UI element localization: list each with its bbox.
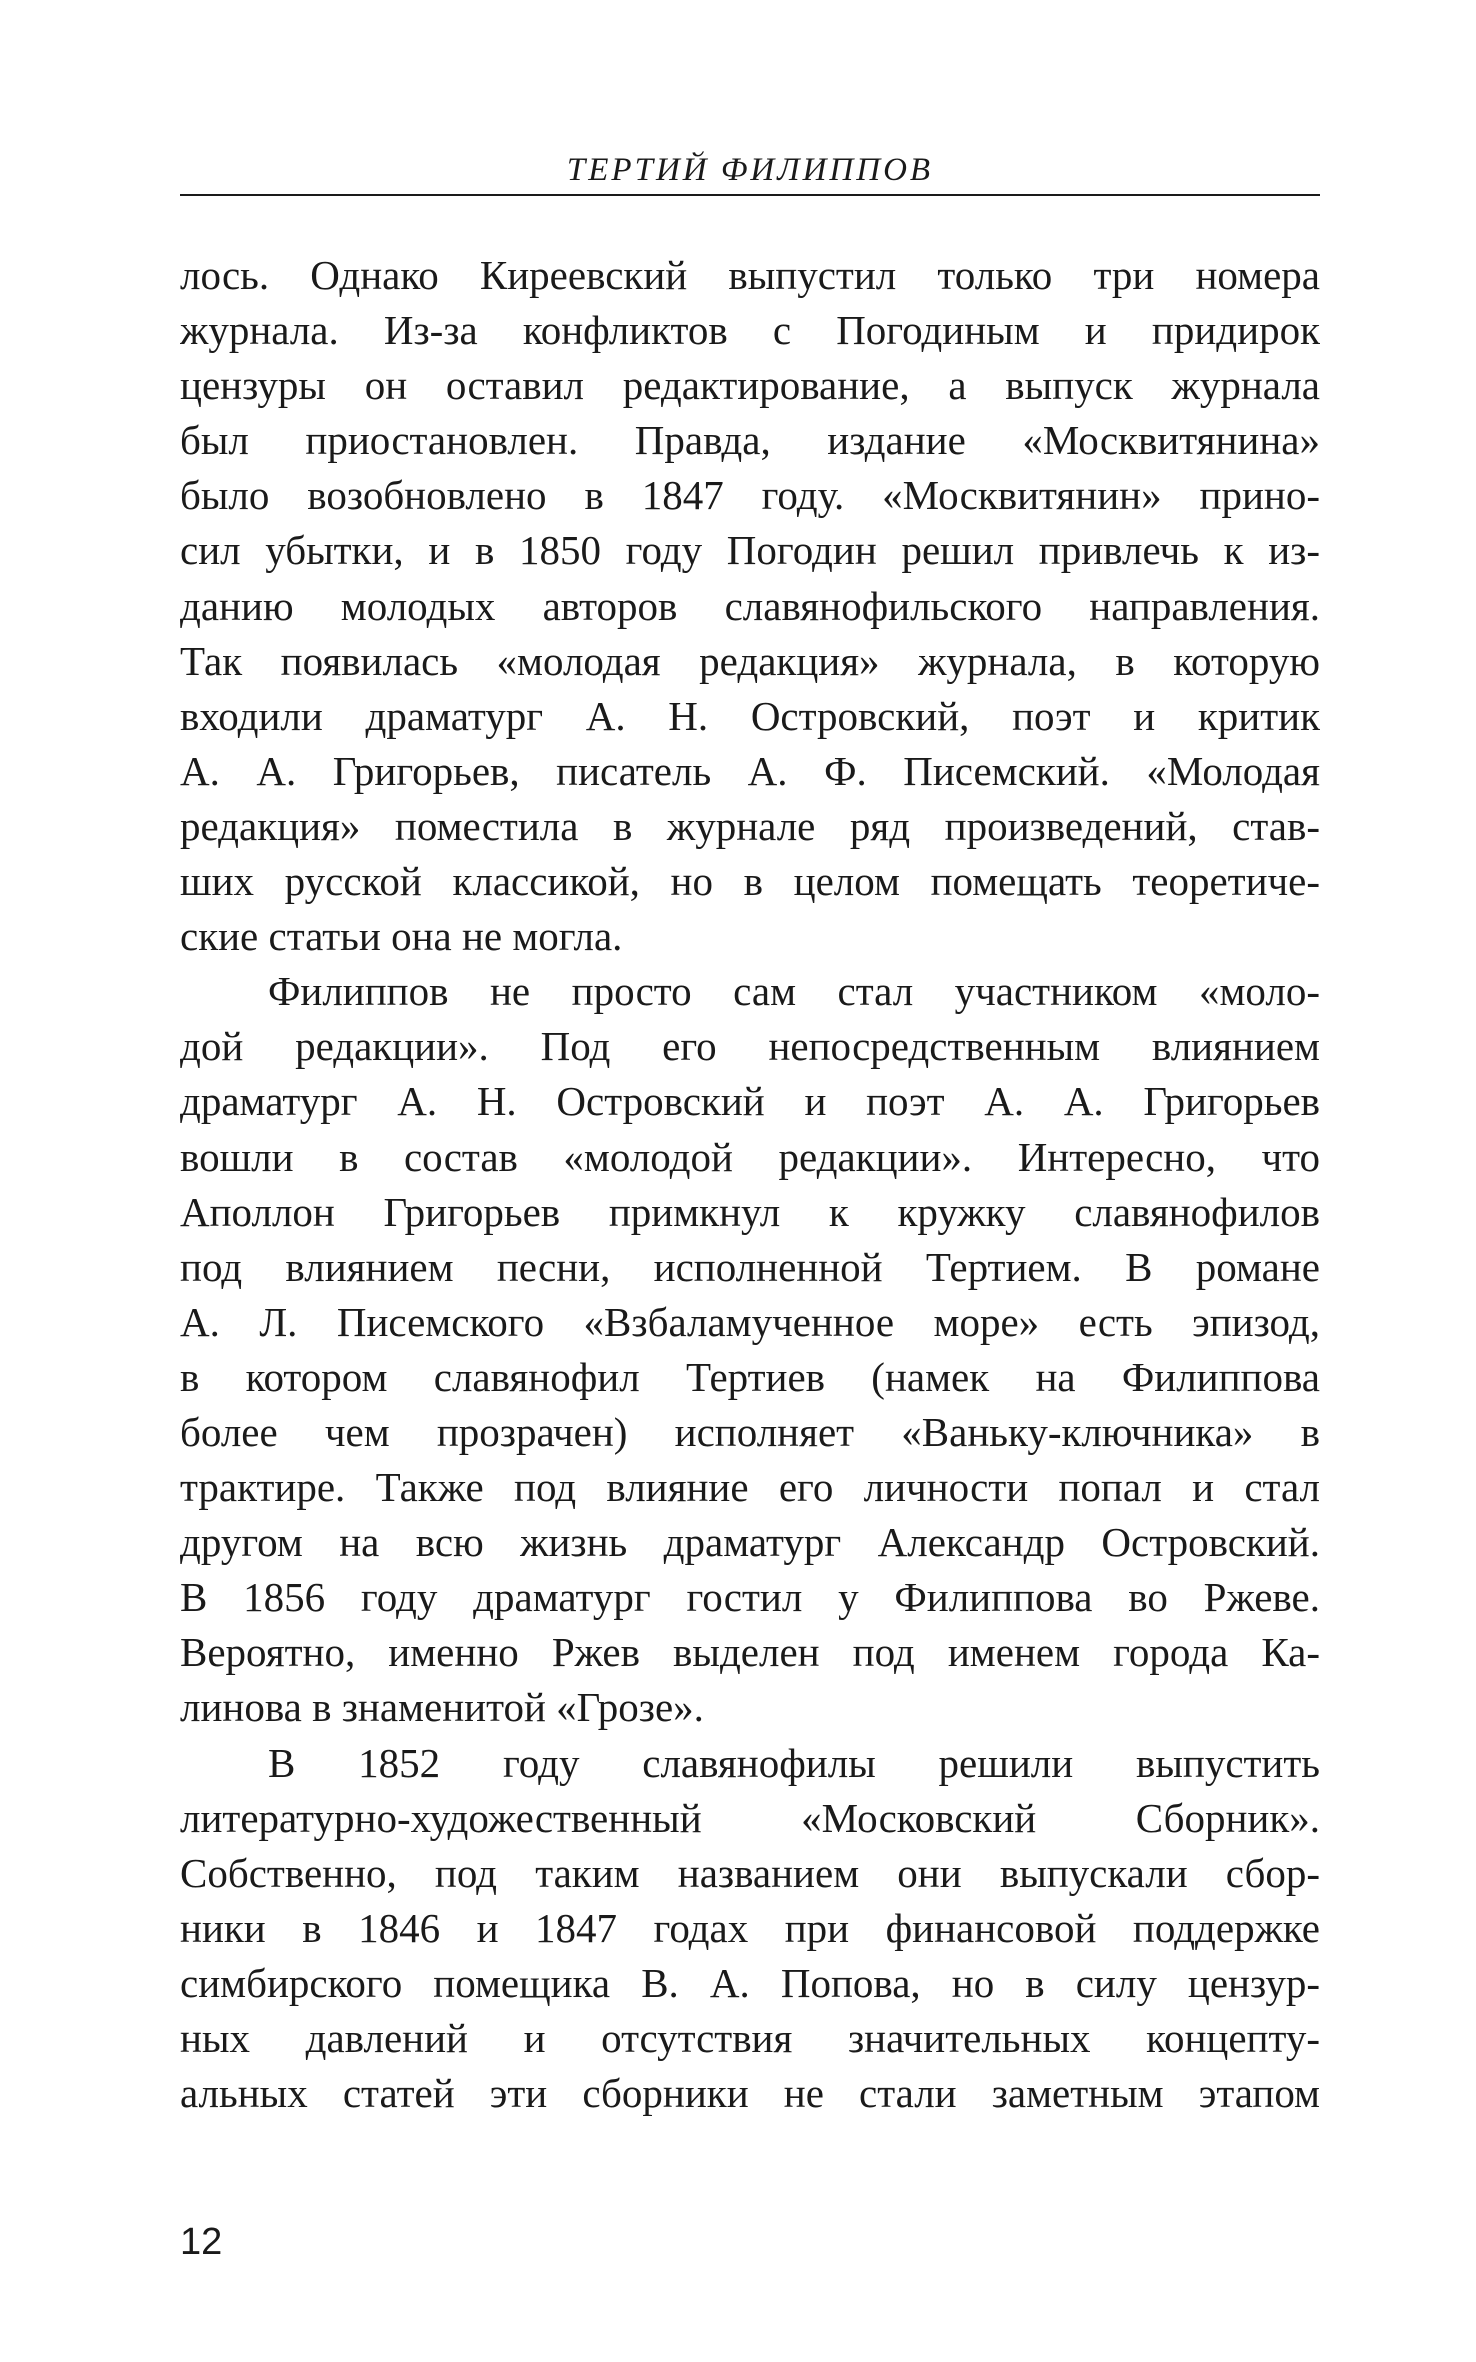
page-number: 12: [180, 2221, 223, 2263]
header-rule: [180, 194, 1320, 196]
text-line: В 1856 году драматург гостил у Филиппова во Ржеве.: [180, 1574, 1320, 1621]
running-title: ТЕРТИЙ ФИЛИППОВ: [566, 152, 934, 188]
text-line: был приостановлен. Правда, издание «Москвитянина»: [180, 417, 1320, 464]
text-line: Вероятно, именно Ржев выделен под именем города Ка-: [180, 1629, 1320, 1676]
text-line: А. А. Григорьев, писатель А. Ф. Писемский. «Молодая: [180, 747, 1320, 794]
text-line: литературно-художественный «Московский Сборник».: [180, 1794, 1320, 1841]
text-line: в котором славянофил Тертиев (намек на Филиппова: [180, 1353, 1320, 1400]
text-line: линова в знаменитой «Грозе».: [180, 1684, 704, 1731]
text-line: А. Л. Писемского «Взбаламученное море» есть эпизод,: [180, 1298, 1320, 1345]
text-line: вошли в состав «молодой редакции». Интересно, что: [180, 1133, 1320, 1180]
text-line: ных давлений и отсутствия значительных концепту-: [180, 2015, 1320, 2061]
text-line: более чем прозрачен) исполняет «Ваньку-ключника» в: [180, 1408, 1320, 1455]
text-line: дой редакции». Под его непосредственным влиянием: [180, 1023, 1320, 1070]
paragraph-3: [180, 1736, 1320, 2122]
text-line: редакция» поместила в журнале ряд произведений, став-: [180, 802, 1320, 849]
text-line: было возобновлено в 1847 году. «Москвитянин» прино-: [180, 472, 1320, 519]
text-line: Аполлон Григорьев примкнул к кружку славянофилов: [180, 1188, 1320, 1235]
text-line: цензуры он оставил редактирование, а выпуск журнала: [180, 362, 1320, 409]
paragraph-1: [180, 248, 1320, 964]
paragraph-2: [180, 964, 1320, 1735]
text-line: Собственно, под таким названием они выпускали сбор-: [180, 1849, 1320, 1896]
text-line: данию молодых авторов славянофильского направления.: [180, 582, 1320, 629]
text-line: симбирского помещика В. А. Попова, но в силу цензур-: [180, 1959, 1320, 2006]
body-text: [180, 248, 1320, 2121]
text-line: трактире. Также под влияние его личности попал и стал: [180, 1464, 1320, 1511]
text-line: ших русской классикой, но в целом помещать теоретиче-: [180, 858, 1320, 905]
text-line: альных статей эти сборники не стали заметным этапом: [180, 2070, 1320, 2117]
text-line: под влиянием песни, исполненной Тертием. В романе: [180, 1243, 1320, 1290]
text-line: входили драматург А. Н. Островский, поэт и критик: [180, 692, 1320, 739]
text-line: ники в 1846 и 1847 годах при финансовой поддержке: [180, 1904, 1320, 1951]
text-line: сил убытки, и в 1850 году Погодин решил привлечь к из-: [180, 527, 1320, 574]
text-line: драматург А. Н. Островский и поэт А. А. Григорьев: [180, 1078, 1320, 1125]
text-line: другом на всю жизнь драматург Александр Островский.: [180, 1519, 1320, 1566]
text-line: Филиппов не просто сам стал участником «моло-: [268, 968, 1320, 1015]
text-line: В 1852 году славянофилы решили выпустить: [268, 1739, 1320, 1786]
text-line: журнала. Из-за конфликтов с Погодиным и придирок: [180, 307, 1320, 354]
text-line: лось. Однако Киреевский выпустил только три номера: [180, 252, 1320, 298]
text-line: ские статьи она не могла.: [180, 913, 623, 960]
text-line: Так появилась «молодая редакция» журнала, в которую: [180, 637, 1320, 684]
